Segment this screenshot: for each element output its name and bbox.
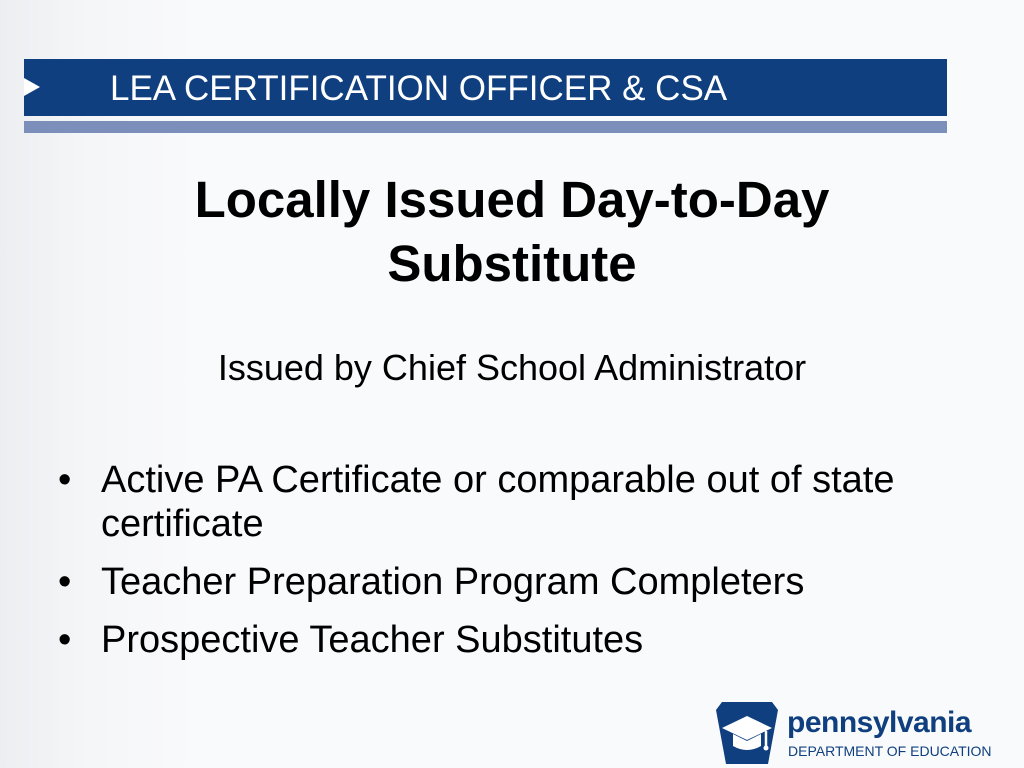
header-arrow-icon <box>24 78 40 96</box>
bullet-item <box>58 618 938 662</box>
bullet-text: Teacher Preparation Program Completers <box>101 561 805 603</box>
bullet-item <box>58 458 938 546</box>
logo-department: DEPARTMENT OF EDUCATION <box>788 743 992 759</box>
logo-name: pennsylvania <box>787 706 972 739</box>
keystone-graduation-cap-icon <box>716 702 778 768</box>
bullet-list <box>58 458 938 676</box>
bullet-text: Active PA Certificate or comparable out of state certificate <box>101 459 895 545</box>
bullet-item <box>58 560 938 604</box>
bullet-text: Prospective Teacher Substitutes <box>101 619 644 661</box>
header-underline <box>24 121 947 133</box>
slide-title: Locally Issued Day-to-Day Substitute <box>194 171 830 292</box>
bullet-dot-icon: • <box>58 561 72 603</box>
pa-education-logo <box>716 702 992 768</box>
bullet-dot-icon: • <box>58 619 72 661</box>
slide-subtitle: Issued by Chief School Administrator <box>217 347 807 388</box>
bullet-dot-icon: • <box>58 459 72 501</box>
header-title: LEA CERTIFICATION OFFICER & CSA <box>110 69 728 108</box>
